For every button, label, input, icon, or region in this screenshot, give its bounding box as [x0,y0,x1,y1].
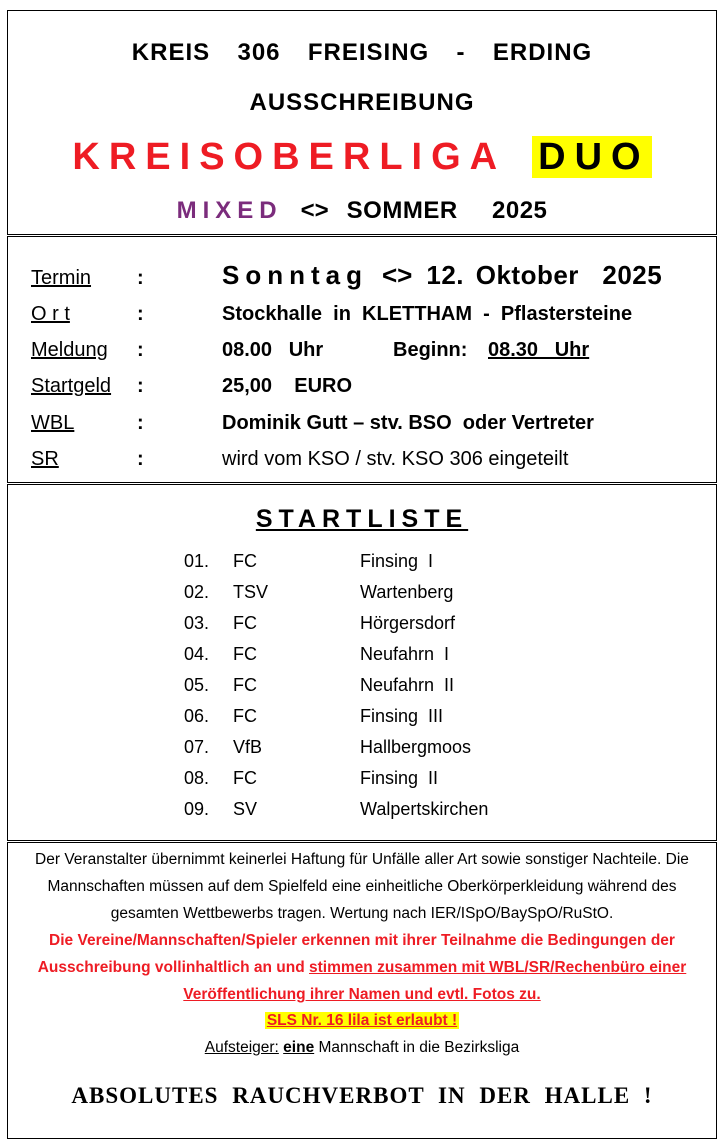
termin-date: 12. Oktober 2025 [426,260,663,290]
team-name: Wartenberg [360,582,454,602]
team-number: 05. [184,675,210,695]
info-row-wbl [8,412,718,440]
termin-day: Sonntag [222,260,368,290]
conditions-line-1: Die Vereine/Mannschaften/Spieler erkennen mit ihrer Teilnahme die Bedingungen der [49,932,675,949]
info-row-ort [8,303,718,331]
info-row-sr [8,448,718,476]
team-number: 09. [184,799,210,819]
team-name: Neufahrn II [360,675,455,695]
beginn-time: 08.30 Uhr [488,339,590,361]
ort-value: Stockhalle in KLETTHAM - Pflastersteine [222,303,633,325]
info-row-startgeld [8,375,718,403]
team-name: Hörgersdorf [360,613,456,633]
termin-value [222,260,662,291]
announcement-title: AUSSCHREIBUNG [249,89,475,116]
mixed-label: MIXED [176,197,283,224]
team-number: 01. [184,551,210,571]
startgeld-label: Startgeld [31,375,112,397]
aufsteiger-count: eine [283,1039,315,1056]
team-row [8,551,718,577]
termin-label: Termin [31,267,92,289]
info-row-meldung [8,339,718,367]
disclaimer-line-3: gesamten Wettbewerbs tragen. Wertung nach IER/ISpO/BaySpO/RuStO. [110,905,614,922]
beginn-label: Beginn: [393,339,468,361]
consent-text: stimmen zusammen mit WBL/SR/Rechenbüro einer [309,959,687,976]
info-section [7,236,717,483]
duo-badge: DUO [532,136,651,178]
colon: : [137,412,144,434]
termin-separator: <> [382,260,413,290]
sls-notice [8,1011,716,1031]
league-title [8,136,716,179]
team-name: Neufahrn I [360,644,450,664]
team-club: FC [233,675,257,695]
team-number: 04. [184,644,210,664]
startliste-title [8,505,716,534]
ort-label: O r t [31,303,70,325]
team-row [8,613,718,639]
consent-text-2: Veröffentlichung ihrer Namen und evtl. Fotos zu. [183,986,541,1003]
sls-text: SLS Nr. 16 lila ist erlaubt ! [266,1012,458,1029]
smoking-ban: ABSOLUTES RAUCHVERBOT IN DER HALLE ! [71,1083,653,1108]
season-label: SOMMER 2025 [346,197,548,224]
team-number: 06. [184,706,210,726]
conditions-line-3 [8,985,716,1005]
team-row [8,644,718,670]
team-club: FC [233,644,257,664]
team-name: Finsing III [360,706,444,726]
startliste-section [7,484,717,841]
league-name: KREISOBERLIGA [72,136,507,178]
startgeld-value: 25,00 EURO [222,375,353,397]
aufsteiger-line [8,1038,716,1058]
team-row [8,706,718,732]
team-club: FC [233,768,257,788]
conditions-line-2a: Ausschreibung vollinhaltlich an und [37,959,310,976]
colon: : [137,375,144,397]
team-club: FC [233,551,257,571]
team-name: Finsing II [360,768,439,788]
wbl-value: Dominik Gutt – stv. BSO oder Vertreter [222,412,594,434]
disclaimer-line-2: Mannschaften müssen auf dem Spielfeld eine einheitliche Oberkörperkleidung während des [47,878,677,895]
meldung-value: 08.00 Uhr [222,339,324,361]
team-row [8,799,718,825]
startliste-title-text: STARTLISTE [255,505,469,533]
team-row [8,582,718,608]
team-club: VfB [233,737,263,757]
info-row-termin [8,257,718,290]
colon: : [137,339,144,361]
team-club: FC [233,613,257,633]
colon: : [137,267,144,289]
footer-section [7,842,717,1139]
header-section [7,10,717,235]
separator: <> [300,197,329,224]
team-number: 03. [184,613,210,633]
team-name: Finsing I [360,551,434,571]
team-number: 08. [184,768,210,788]
team-name: Hallbergmoos [360,737,472,757]
team-row [8,737,718,763]
team-club: FC [233,706,257,726]
team-number: 07. [184,737,210,757]
team-row [8,768,718,794]
colon: : [137,303,144,325]
sr-label: SR [31,448,59,470]
wbl-label: WBL [31,412,75,434]
disclaimer-line-1: Der Veranstalter übernimmt keinerlei Haftung für Unfälle aller Art sowie sonstiger Nachteile. Die [35,851,689,868]
team-club: SV [233,799,258,819]
aufsteiger-text: Mannschaft in die Bezirksliga [318,1039,520,1056]
colon: : [137,448,144,470]
team-number: 02. [184,582,210,602]
sr-value: wird vom KSO / stv. KSO 306 eingeteilt [222,448,569,470]
season-title [8,197,716,225]
team-club: TSV [233,582,269,602]
aufsteiger-label: Aufsteiger: [204,1039,279,1056]
team-name: Walpertskirchen [360,799,489,819]
district-title: KREIS 306 FREISING - ERDING [131,39,593,66]
team-row [8,675,718,701]
meldung-label: Meldung [31,339,108,361]
conditions-line-2 [8,958,716,978]
